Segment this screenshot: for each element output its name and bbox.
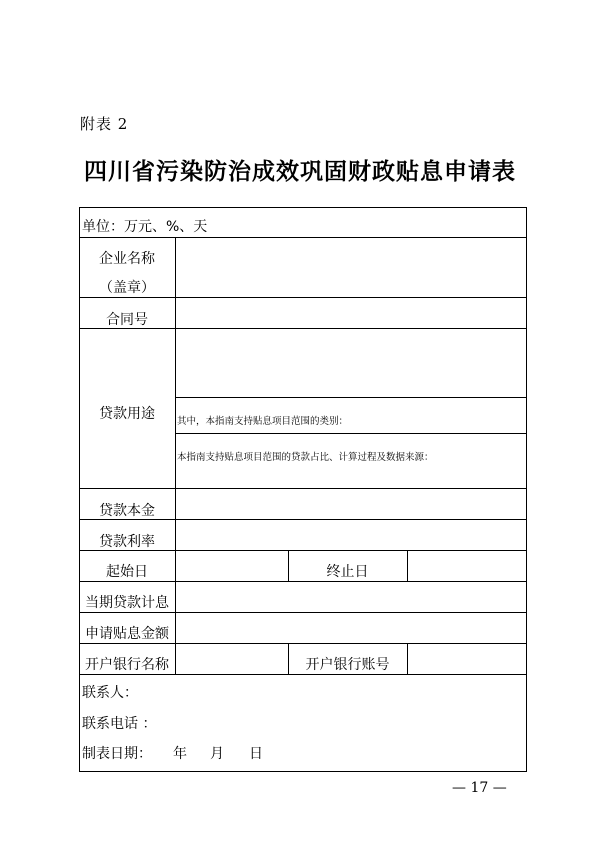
subsidy-amount-label: 申请贴息金额 bbox=[85, 626, 169, 642]
border-bottom bbox=[79, 771, 527, 772]
loan-purpose-label: 贷款用途 bbox=[99, 406, 155, 422]
purpose-ratio-note: 本指南支持贴息项目范围的贷款占比、计算过程及数据来源： bbox=[177, 452, 434, 463]
border-top bbox=[79, 207, 527, 208]
contact-phone-label: 联系电话 ： bbox=[82, 716, 157, 732]
bank-name-field[interactable] bbox=[176, 644, 288, 674]
bank-account-field[interactable] bbox=[408, 644, 526, 674]
border-right bbox=[526, 207, 527, 772]
unit-line: 单位：万元、%、天 bbox=[82, 219, 208, 235]
contract-no-field[interactable] bbox=[176, 298, 526, 328]
start-date-label: 起始日 bbox=[106, 564, 148, 580]
appendix-label: 附表 2 bbox=[80, 115, 129, 133]
loan-principal-field[interactable] bbox=[176, 489, 526, 519]
bank-name-label: 开户银行名称 bbox=[85, 657, 169, 673]
current-interest-label: 当期贷款计息 bbox=[85, 595, 169, 611]
subsidy-amount-field[interactable] bbox=[176, 613, 526, 643]
company-seal-label: （盖章） bbox=[99, 280, 155, 296]
loan-rate-field[interactable] bbox=[176, 520, 526, 550]
purpose-ratio-field[interactable] bbox=[176, 434, 526, 488]
form-date-year: 年 bbox=[173, 746, 187, 762]
page-number: — 17 — bbox=[452, 780, 507, 796]
current-interest-field[interactable] bbox=[176, 582, 526, 612]
form-date-day: 日 bbox=[249, 746, 263, 762]
form-date-month: 月 bbox=[210, 746, 224, 762]
end-date-label: 终止日 bbox=[326, 564, 369, 580]
company-name-field[interactable] bbox=[176, 238, 526, 297]
loan-principal-label: 贷款本金 bbox=[99, 503, 155, 519]
form-title: 四川省污染防治成效巩固财政贴息申请表 bbox=[84, 158, 516, 185]
purpose-category-field[interactable] bbox=[176, 398, 526, 433]
company-name-label: 企业名称 bbox=[99, 251, 155, 267]
end-date-field[interactable] bbox=[408, 551, 526, 581]
contact-person-label: 联系人： bbox=[82, 685, 138, 701]
loan-rate-label: 贷款利率 bbox=[99, 534, 155, 550]
purpose-category-note: 其中，本指南支持贴息项目范围的类别： bbox=[177, 416, 349, 427]
contract-no-label: 合同号 bbox=[106, 312, 148, 328]
bank-account-label: 开户银行账号 bbox=[305, 657, 390, 673]
row-divider bbox=[79, 674, 527, 675]
loan-purpose-field[interactable] bbox=[176, 329, 526, 397]
form-date-label: 制表日期： bbox=[82, 746, 152, 762]
application-form-table bbox=[79, 207, 527, 771]
start-date-field[interactable] bbox=[176, 551, 288, 581]
